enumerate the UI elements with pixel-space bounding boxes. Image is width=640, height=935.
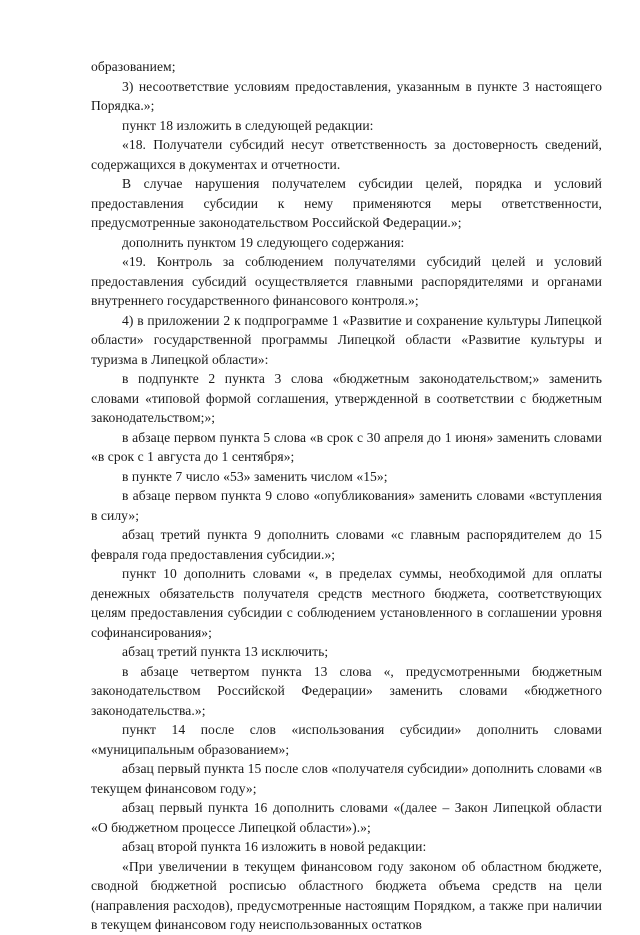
paragraph: в абзаце первом пункта 9 слово «опубликования» заменить словами «вступления в силу»; bbox=[91, 488, 602, 523]
document-page bbox=[91, 57, 602, 935]
paragraph: дополнить пунктом 19 следующего содержания: bbox=[122, 234, 405, 250]
paragraph: образованием; bbox=[91, 59, 176, 74]
paragraph: абзац третий пункта 13 исключить; bbox=[122, 644, 329, 659]
paragraph: 4) в приложении 2 к подпрограмме 1 «Развитие и сохранение культуры Липецкой области» государственной программы Липецкой области «Развитие культуры и туризма в Липецкой области»: bbox=[91, 312, 602, 367]
paragraph: «При увеличении в текущем финансовом году законом об областном бюджете, сводной бюджетной росписью областного бюджета объема средств на цели (направления расходов), предусмотренные настоящим Порядком, а также при наличии в текущем финансовом году неиспользованных остатков bbox=[91, 858, 602, 932]
paragraph: абзац второй пункта 16 изложить в новой редакции: bbox=[122, 839, 427, 854]
paragraph: «18. Получатели субсидий несут ответственность за достоверность сведений, содержащихся в документах и отчетности. bbox=[91, 137, 602, 172]
paragraph: В случае нарушения получателем субсидии целей, порядка и условий предоставления субсидии к нему применяются меры ответственности, предусмотренные законодательством Российской Федерации.»; bbox=[91, 176, 602, 230]
paragraph: пункт 14 после слов «использования субсидии» дополнить словами «муниципальным образованием»; bbox=[91, 722, 602, 757]
paragraph: пункт 10 дополнить словами «, в пределах суммы, необходимой для оплаты денежных обязательств получателя средств местного бюджета, соответствующих целям предоставления субсидии с соблюдением установленного в соглашении уровня софинансирования»; bbox=[91, 566, 602, 640]
paragraph: в подпункте 2 пункта 3 слова «бюджетным законодательством;» заменить словами «типовой формой соглашения, утвержденной в соответствии с бюджетным законодательством;»; bbox=[91, 371, 602, 425]
paragraph: в абзаце первом пункта 5 слова «в срок с 30 апреля до 1 июня» заменить словами «в срок с 1 августа до 1 сентября»; bbox=[91, 429, 602, 464]
paragraph: абзац первый пункта 15 после слов «получателя субсидии» дополнить словами «в текущем финансовом году»; bbox=[91, 761, 602, 796]
paragraph: в пункте 7 число «53» заменить числом «15»; bbox=[122, 468, 388, 484]
paragraph: пункт 18 изложить в следующей редакции: bbox=[122, 117, 374, 133]
paragraph: абзац третий пункта 9 дополнить словами «с главным распорядителем до 15 февраля года предоставления субсидии.»; bbox=[91, 527, 602, 562]
paragraph: абзац первый пункта 16 дополнить словами «(далее – Закон Липецкой области «О бюджетном процессе Липецкой области»).»; bbox=[91, 800, 602, 835]
paragraph: в абзаце четвертом пункта 13 слова «, предусмотренными бюджетным законодательством Российской Федерации» заменить словами «бюджетного законодательства.»; bbox=[91, 663, 602, 718]
paragraph: «19. Контроль за соблюдением получателями субсидий целей и условий предоставления субсидий осуществляется главными распорядителями и органами внутреннего государственного финансового контроля.»; bbox=[91, 254, 602, 308]
paragraph: 3) несоответствие условиям предоставления, указанным в пункте 3 настоящего Порядка.»; bbox=[91, 78, 602, 113]
